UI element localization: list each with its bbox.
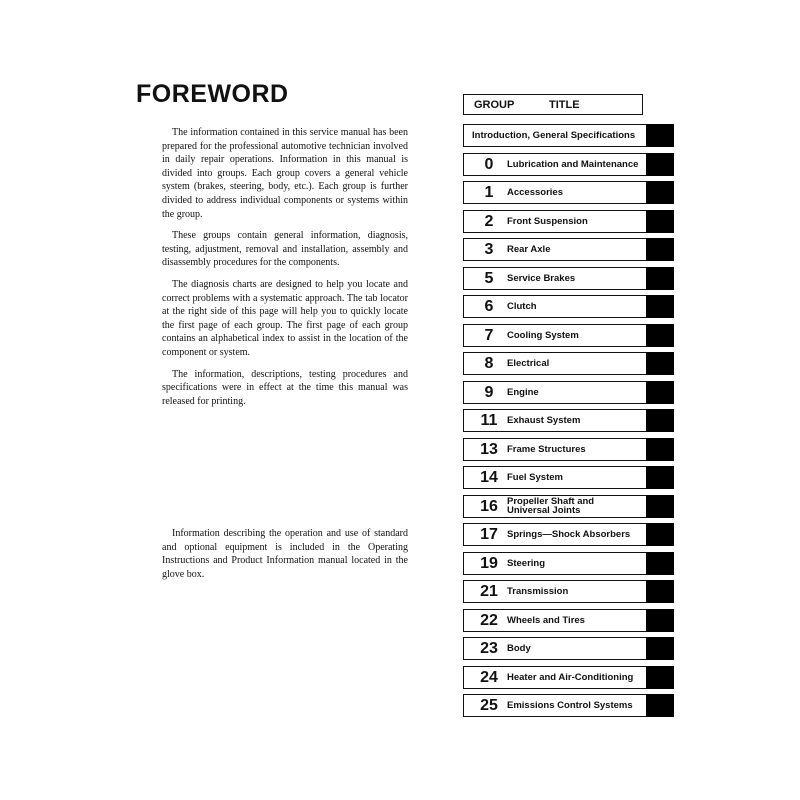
tab-edge-marker	[646, 381, 674, 404]
group-number: 13	[480, 440, 498, 458]
tab-edge-marker	[646, 409, 674, 432]
tab-edge-marker	[646, 523, 674, 546]
group-title: Engine	[507, 386, 539, 398]
foreword-paragraph: The information, descriptions, testing procedures and specifications were in effect at the time this manual was released for printing.	[162, 368, 408, 407]
title-column-header: TITLE	[549, 99, 580, 111]
group-number: 22	[480, 611, 498, 629]
tab-group-23[interactable]	[463, 637, 674, 660]
tab-group-9[interactable]	[463, 381, 674, 404]
tab-group-25[interactable]	[463, 694, 674, 717]
group-title: Rear Axle	[507, 244, 551, 255]
tab-locator-header	[463, 94, 643, 115]
group-title: Electrical	[507, 358, 550, 369]
group-number: 21	[480, 583, 498, 600]
group-number: 11	[480, 412, 498, 429]
group-number: 25	[480, 697, 498, 714]
tab-group-8[interactable]	[463, 352, 674, 375]
tab-edge-marker	[646, 637, 674, 660]
tab-group-19[interactable]	[463, 552, 674, 575]
group-title: Fuel System	[507, 472, 563, 483]
group-title: Frame Structures	[507, 443, 586, 455]
tab-group-24[interactable]	[463, 666, 674, 689]
group-number: 5	[484, 269, 494, 287]
group-title: Service Brakes	[507, 272, 576, 284]
tab-edge-marker	[646, 352, 674, 375]
group-number: 14	[480, 469, 498, 486]
tab-edge-marker	[646, 666, 674, 689]
foreword-paragraph: These groups contain general information, diagnosis, testing, adjustment, removal and installation, assembly and disassembly procedures for the components.	[162, 230, 408, 269]
group-title: Lubrication and Maintenance	[507, 158, 639, 170]
group-title: Clutch	[507, 301, 537, 312]
group-title: Front Suspension	[507, 215, 588, 227]
group-number: 24	[480, 668, 498, 686]
group-number: 9	[484, 383, 494, 401]
tab-edge-marker	[646, 181, 674, 204]
tab-group-0[interactable]	[463, 153, 674, 176]
tab-edge-marker	[646, 295, 674, 318]
tab-edge-marker	[646, 495, 674, 518]
group-number: 19	[480, 554, 498, 572]
tab-edge-marker	[646, 466, 674, 489]
tab-group-7[interactable]	[463, 324, 674, 347]
group-title: Exhaust System	[507, 415, 581, 426]
group-number: 23	[480, 640, 498, 657]
group-number: 2	[484, 212, 494, 230]
tab-group-5[interactable]	[463, 267, 674, 290]
group-number: 17	[480, 526, 498, 543]
group-number: 1	[484, 184, 494, 201]
tab-edge-marker	[646, 238, 674, 261]
foreword-body	[162, 126, 408, 416]
tab-group-13[interactable]	[463, 438, 674, 461]
group-title: Body	[507, 643, 531, 654]
group-number: 0	[484, 155, 494, 173]
tab-group-17[interactable]	[463, 523, 674, 546]
group-title-line: Universal Joints	[507, 505, 581, 516]
tab-group-14[interactable]	[463, 466, 674, 489]
tab-title: Introduction, General Specifications	[472, 130, 636, 141]
tab-group-21[interactable]	[463, 580, 674, 603]
group-number: 3	[484, 241, 494, 258]
group-column-header: GROUP	[474, 99, 515, 111]
note-paragraph: Information describing the operation and use of standard and optional equipment is included in the Operating Instructions and Product Information manual located in the glove box.	[162, 528, 408, 580]
tab-edge-marker	[646, 438, 674, 461]
group-number: 8	[484, 355, 494, 372]
group-number: 7	[484, 326, 494, 344]
group-title: Transmission	[507, 586, 569, 597]
group-title-line: Propeller Shaft and	[507, 495, 595, 507]
tab-edge-marker	[646, 153, 674, 176]
tab-edge-marker	[646, 124, 674, 147]
group-title: Accessories	[507, 187, 563, 198]
tab-edge-marker	[646, 580, 674, 603]
tab-introduction[interactable]	[463, 124, 674, 147]
foreword-paragraph: The diagnosis charts are designed to help you locate and correct problems with a systematic approach. The tab locator at the right side of this page will help you to quickly locate the first page of each group. The first page of each group contains an alphabetical index to assist in the location of the component or system.	[162, 278, 408, 358]
tab-group-16[interactable]	[463, 495, 674, 518]
tab-group-2[interactable]	[463, 210, 674, 233]
glove-box-note	[162, 527, 408, 589]
group-title: Cooling System	[507, 329, 579, 341]
tab-group-3[interactable]	[463, 238, 674, 261]
group-title: Springs—Shock Absorbers	[507, 529, 631, 540]
tab-edge-marker	[646, 694, 674, 717]
tab-edge-marker	[646, 324, 674, 347]
page-title: FOREWORD	[136, 80, 289, 108]
group-title	[507, 497, 594, 516]
tab-edge-marker	[646, 609, 674, 632]
group-title: Wheels and Tires	[507, 614, 585, 626]
group-title: Emissions Control Systems	[507, 700, 633, 711]
group-title: Heater and Air-Conditioning	[507, 671, 634, 683]
foreword-paragraph: The information contained in this service manual has been prepared for the professional automotive technician involved in daily repair operations. Information in this manual is divided into groups. Each group covers a general vehicle system (brakes, steering, body, etc.). Each group is further divided to address individual components or systems within the group.	[162, 127, 408, 220]
tab-edge-marker	[646, 267, 674, 290]
tab-group-22[interactable]	[463, 609, 674, 632]
group-number: 16	[480, 497, 498, 515]
group-title: Steering	[507, 557, 546, 569]
tab-group-1[interactable]	[463, 181, 674, 204]
tab-edge-marker	[646, 552, 674, 575]
group-number: 6	[484, 298, 494, 315]
tab-edge-marker	[646, 210, 674, 233]
tab-group-11[interactable]	[463, 409, 674, 432]
tab-group-6[interactable]	[463, 295, 674, 318]
